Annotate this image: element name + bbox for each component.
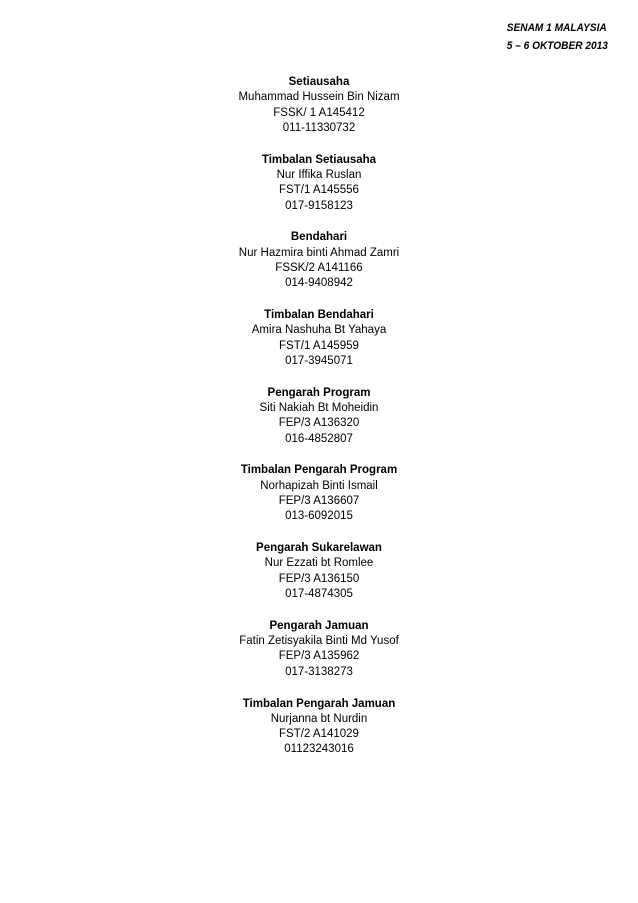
member-id: FSSK/ 1 A145412 [273,106,365,119]
position-title: Setiausaha [288,76,350,88]
page-header [507,19,608,55]
member-phone: 017-9158123 [285,199,353,212]
committee-entry [230,463,408,524]
position-title: Pengarah Program [267,386,371,399]
member-phone: 011-11330732 [282,121,356,134]
member-phone: 014-9408942 [285,277,353,290]
member-id: FST/2 A141029 [279,728,359,741]
committee-entry [230,619,408,680]
position-title: Pengarah Jamuan [269,619,369,632]
committee-entry [230,541,408,602]
member-phone: 016-4852807 [285,432,353,445]
position-title: Timbalan Bendahari [264,309,374,322]
event-date: 5 – 6 OKTOBER 2013 [506,40,608,52]
member-name: Norhapizah Binti Ismail [260,479,378,492]
member-phone: 017-4874305 [285,588,353,601]
committee-entry [230,308,408,369]
committee-entry [230,153,408,214]
committee-entry [230,697,408,758]
committee-list [230,75,408,774]
member-id: FST/1 A145556 [279,184,359,197]
member-id: FEP/3 A136607 [278,495,360,508]
position-title: Timbalan Pengarah Jamuan [242,697,396,710]
member-id: FSSK/2 A141166 [275,261,363,274]
member-phone: 017-3138273 [285,665,353,678]
position-title: Timbalan Setiausaha [261,153,377,166]
member-id: FEP/3 A136150 [278,572,360,585]
position-title: Bendahari [290,231,348,244]
member-name: Muhammad Hussein Bin Nizam [238,91,400,104]
member-phone: 01123243016 [284,743,354,756]
member-id: FEP/3 A136320 [278,417,360,430]
committee-entry [230,75,408,136]
position-title: Timbalan Pengarah Program [240,464,398,477]
member-name: Fatin Zetisyakila Binti Md Yusof [239,635,399,648]
member-id: FST/1 A145959 [279,339,359,352]
member-phone: 013-6092015 [285,510,353,523]
member-id: FEP/3 A135962 [278,650,360,663]
position-title: Pengarah Sukarelawan [256,542,382,555]
committee-entry [230,386,408,447]
member-name: Nurjanna bt Nurdin [270,712,368,725]
member-name: Nur Ezzati bt Romlee [264,557,374,570]
event-title: SENAM 1 MALAYSIA [506,22,607,34]
member-name: Nur Hazmira binti Ahmad Zamri [238,246,400,259]
member-name: Siti Nakiah Bt Moheidin [259,402,379,415]
member-name: Nur Iffika Ruslan [276,168,362,181]
member-phone: 017-3945071 [285,354,353,367]
committee-entry [230,230,408,291]
member-name: Amira Nashuha Bt Yahaya [251,324,387,337]
